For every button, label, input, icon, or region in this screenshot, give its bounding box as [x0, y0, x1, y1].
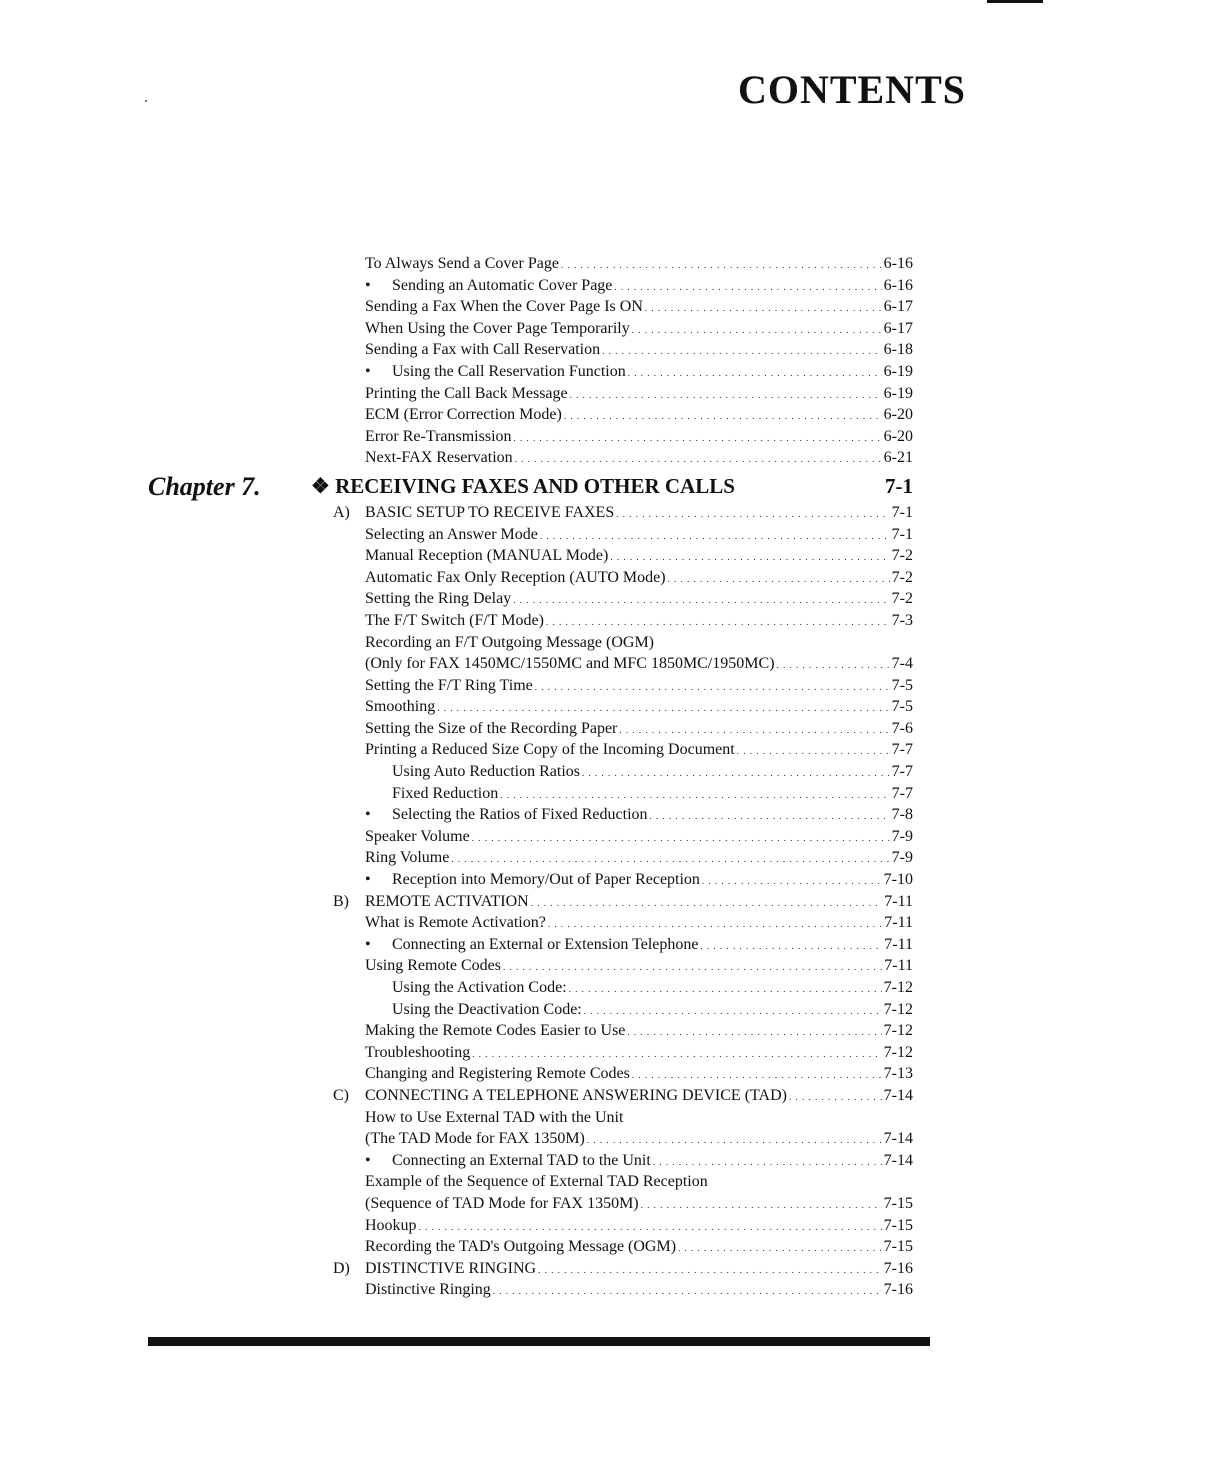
toc-entry: [0, 404, 1216, 426]
entry-page-number: 7-8: [891, 806, 913, 824]
chapter-heading: [311, 471, 735, 502]
entry-line: [365, 318, 913, 342]
entry-page-number: 7-12: [883, 1000, 913, 1018]
toc-entry: [0, 1150, 1216, 1172]
toc-entry: [0, 1279, 1216, 1301]
entry-line: [365, 739, 913, 763]
entry-line: [392, 783, 913, 807]
toc-entry: [0, 253, 1216, 275]
entry-page-number: 7-13: [883, 1065, 913, 1083]
dot-leader: [569, 977, 882, 1001]
entry-page-number: 7-5: [891, 698, 913, 716]
dot-leader: [616, 502, 889, 526]
entry-line: [365, 696, 913, 720]
entry-line: [392, 869, 913, 893]
toc-entry: [0, 891, 1216, 913]
toc-entry: [0, 567, 1216, 589]
entry-title: (Only for FAX 1450MC/1550MC and MFC 1850MC/1950MC): [365, 655, 775, 673]
entry-page-number: 7-9: [891, 827, 913, 845]
toc-entry: [0, 869, 1216, 891]
entry-title: Fixed Reduction: [392, 784, 499, 802]
toc-entry: [0, 1258, 1216, 1280]
toc-entry: [0, 524, 1216, 546]
entry-page-number: 7-2: [891, 568, 913, 586]
dot-leader: [789, 1085, 882, 1109]
entry-page-number: 7-7: [891, 741, 913, 759]
entry-title: Sending an Automatic Cover Page: [392, 276, 613, 294]
dot-leader: [472, 826, 890, 850]
entry-page-number: 7-4: [891, 655, 913, 673]
dot-leader: [614, 275, 881, 299]
page-title: CONTENTS: [737, 67, 966, 112]
dot-leader: [451, 847, 889, 871]
entry-title: Making the Remote Codes Easier to Use: [365, 1022, 626, 1040]
entry-page-number: 7-2: [891, 547, 913, 565]
toc-entry: [0, 912, 1216, 934]
entry-line: [365, 567, 913, 591]
entry-page-number: 6-17: [883, 298, 913, 316]
dot-leader: [515, 447, 882, 471]
dot-leader: [777, 653, 890, 677]
toc-entry: [0, 1085, 1216, 1107]
dot-leader: [564, 404, 882, 428]
toc-entry: [0, 696, 1216, 718]
dot-leader: [546, 610, 890, 634]
toc-entry: [0, 955, 1216, 977]
dot-leader: [653, 1150, 882, 1174]
entry-line: [365, 404, 913, 428]
entry-line: [365, 1128, 913, 1152]
entry-line: [365, 1258, 913, 1282]
dot-leader: [641, 1193, 882, 1217]
entry-title: Automatic Fax Only Reception (AUTO Mode): [365, 568, 666, 586]
entry-title: Selecting the Ratios of Fixed Reduction: [392, 806, 648, 824]
toc-entry: [0, 934, 1216, 956]
dot-leader: [632, 1063, 882, 1087]
entry-line: [365, 588, 913, 612]
toc-entry: [0, 826, 1216, 848]
toc-entry: [0, 296, 1216, 318]
entry-line: [365, 632, 913, 654]
dot-leader: [627, 1020, 881, 1044]
section-letter: D): [333, 1259, 350, 1277]
toc-entry: [0, 1193, 1216, 1215]
entry-page-number: 7-14: [883, 1151, 913, 1169]
bullet-icon: •: [365, 935, 371, 953]
entry-title: Troubleshooting: [365, 1043, 471, 1061]
toc-entry: [0, 361, 1216, 383]
entry-page-number: 7-11: [884, 935, 913, 953]
toc-entry: [0, 447, 1216, 469]
toc-entry: [0, 318, 1216, 340]
entry-title: When Using the Cover Page Temporarily: [365, 319, 630, 337]
entry-line: [365, 1236, 913, 1260]
chapter-label: Chapter 7.: [148, 471, 261, 501]
dot-leader: [514, 426, 882, 450]
entry-title: Using Remote Codes: [365, 957, 501, 975]
toc-entry: [0, 1128, 1216, 1150]
entry-title: (The TAD Mode for FAX 1350M): [365, 1130, 585, 1148]
dot-leader: [610, 545, 889, 569]
entry-page-number: 6-18: [883, 341, 913, 359]
toc-entry: [0, 1042, 1216, 1064]
entry-title: Setting the Size of the Recording Paper: [365, 719, 618, 737]
entry-page-number: 7-2: [891, 590, 913, 608]
entry-title: The F/T Switch (F/T Mode): [365, 611, 544, 629]
entry-page-number: 6-19: [883, 384, 913, 402]
entry-title: Using Auto Reduction Ratios: [392, 763, 580, 781]
entry-line: [365, 253, 913, 277]
dot-leader: [619, 718, 889, 742]
bottom-rule: [148, 1337, 930, 1346]
entry-title: How to Use External TAD with the Unit: [365, 1108, 624, 1126]
entry-title: Error Re-Transmission: [365, 427, 512, 445]
entry-line: [365, 1085, 913, 1109]
entry-title: BASIC SETUP TO RECEIVE FAXES: [365, 503, 615, 521]
toc-entry: [0, 977, 1216, 999]
bullet-icon: •: [365, 362, 371, 380]
entry-line: [392, 934, 913, 958]
entry-page-number: 6-20: [883, 427, 913, 445]
entry-title: Next-FAX Reservation: [365, 449, 513, 467]
toc-entry: [0, 1063, 1216, 1085]
entry-page-number: 7-11: [884, 957, 913, 975]
bullet-icon: •: [365, 276, 371, 294]
entry-line: [392, 761, 913, 785]
chapter-heading-row: [0, 471, 1216, 502]
dot-leader: [535, 675, 890, 699]
entry-line: [365, 426, 913, 450]
entry-line: [365, 1215, 913, 1239]
scan-speck: [145, 100, 147, 102]
toc-entry: [0, 545, 1216, 567]
entry-page-number: 6-16: [883, 255, 913, 272]
chapter-page-number: 7-1: [885, 473, 913, 498]
entry-line: [365, 826, 913, 850]
chapter-marker-icon: ❖: [311, 473, 330, 498]
dot-leader: [493, 1279, 882, 1303]
entry-line: [365, 339, 913, 363]
entry-line: [365, 1063, 913, 1087]
dot-leader: [540, 524, 890, 548]
dot-leader: [650, 804, 890, 828]
section-letter: A): [333, 503, 350, 521]
toc-entry: [0, 632, 1216, 654]
entry-title: (Sequence of TAD Mode for FAX 1350M): [365, 1194, 639, 1212]
entry-line: [365, 1020, 913, 1044]
toc-entry: [0, 718, 1216, 740]
toc-entry: [0, 1171, 1216, 1193]
toc-entry: [0, 588, 1216, 610]
toc-entry: [0, 383, 1216, 405]
dot-leader: [628, 361, 882, 385]
entry-page-number: 7-14: [883, 1086, 913, 1104]
entry-title: Connecting an External TAD to the Unit: [392, 1151, 651, 1169]
toc-entry: [0, 675, 1216, 697]
entry-title: Hookup: [365, 1216, 417, 1234]
entry-page-number: 7-15: [883, 1194, 913, 1212]
entry-page-number: 7-12: [883, 979, 913, 996]
toc-entry: [0, 739, 1216, 761]
entry-page-number: 7-7: [891, 763, 913, 781]
dot-leader: [645, 296, 882, 320]
entry-page-number: 7-11: [884, 914, 913, 932]
entry-line: [365, 955, 913, 979]
toc-entry: [0, 1236, 1216, 1258]
dot-leader: [437, 696, 889, 720]
dot-leader: [587, 1128, 882, 1152]
entry-page-number: 7-12: [883, 1043, 913, 1061]
toc-entry: [0, 1215, 1216, 1237]
entry-title: CONNECTING A TELEPHONE ANSWERING DEVICE (TAD): [365, 1086, 787, 1104]
entry-page-number: 7-6: [891, 719, 913, 737]
entry-title: Printing a Reduced Size Copy of the Incoming Document: [365, 741, 735, 759]
entry-page-number: 7-3: [891, 611, 913, 629]
entry-page-number: 7-7: [891, 784, 913, 802]
entry-title: Using the Activation Code:: [392, 979, 567, 996]
entry-line: [365, 610, 913, 634]
bullet-icon: •: [365, 1151, 371, 1169]
entry-page-number: 7-1: [891, 525, 913, 543]
chapter-title: RECEIVING FAXES AND OTHER CALLS: [335, 473, 735, 498]
entry-line: [392, 977, 913, 1001]
entry-page-number: 7-11: [884, 892, 913, 910]
entry-title: Changing and Registering Remote Codes: [365, 1065, 630, 1083]
entry-line: [365, 891, 913, 915]
bullet-icon: •: [365, 806, 371, 824]
entry-line: [392, 361, 913, 385]
entry-line: [365, 1042, 913, 1066]
dot-leader: [632, 318, 882, 342]
top-edge-rule: [987, 0, 1043, 3]
entry-title: Printing the Call Back Message: [365, 384, 568, 402]
entry-page-number: 7-15: [883, 1238, 913, 1256]
dot-leader: [668, 567, 890, 591]
entry-line: [392, 999, 913, 1023]
previous-chapter-entries: [0, 253, 1216, 469]
dot-leader: [500, 783, 889, 807]
entry-title: Sending a Fax with Call Reservation: [365, 341, 601, 359]
entry-line: [365, 524, 913, 548]
toc-entry: [0, 847, 1216, 869]
dot-leader: [472, 1042, 881, 1066]
entry-page-number: 6-17: [883, 319, 913, 337]
dot-leader: [582, 761, 890, 785]
entry-line: [365, 1279, 913, 1303]
toc-entry: [0, 1020, 1216, 1042]
entry-line: [365, 847, 913, 871]
toc-entry: [0, 426, 1216, 448]
entry-line: [365, 1193, 913, 1217]
entry-title: To Always Send a Cover Page: [365, 255, 559, 272]
entry-title: Manual Reception (MANUAL Mode): [365, 547, 609, 565]
entry-title: Reception into Memory/Out of Paper Reception: [392, 871, 700, 889]
entry-title: Using the Deactivation Code:: [392, 1000, 582, 1018]
dot-leader: [602, 339, 882, 363]
entry-page-number: 6-19: [883, 362, 913, 380]
entry-title: Selecting an Answer Mode: [365, 525, 538, 543]
dot-leader: [570, 383, 882, 407]
toc-entry: [0, 804, 1216, 826]
table-of-contents: [0, 253, 1216, 1301]
entry-title: Setting the Ring Delay: [365, 590, 512, 608]
entry-title: DISTINCTIVE RINGING: [365, 1259, 537, 1277]
toc-entry: [0, 1107, 1216, 1129]
entry-title: Using the Call Reservation Function: [392, 362, 626, 380]
entry-page-number: 7-10: [883, 871, 913, 889]
entry-line: [365, 447, 913, 471]
dot-leader: [702, 869, 882, 893]
bullet-icon: •: [365, 871, 371, 889]
entry-title: Example of the Sequence of External TAD Reception: [365, 1173, 708, 1191]
entry-title: Sending a Fax When the Cover Page Is ON: [365, 298, 643, 316]
chapter-entries: [0, 502, 1216, 1301]
dot-leader: [548, 912, 882, 936]
entry-page-number: 7-16: [883, 1281, 913, 1299]
toc-entry: [0, 999, 1216, 1021]
entry-line: [365, 1171, 913, 1193]
entry-line: [365, 383, 913, 407]
entry-title: Recording an F/T Outgoing Message (OGM): [365, 633, 654, 651]
entry-page-number: 7-15: [883, 1216, 913, 1234]
entry-page-number: 7-14: [883, 1130, 913, 1148]
dot-leader: [419, 1215, 882, 1239]
entry-title: Connecting an External or Extension Telephone: [392, 935, 699, 953]
entry-line: [392, 275, 913, 299]
entry-line: [392, 1150, 913, 1174]
entry-page-number: 6-20: [883, 406, 913, 424]
toc-entry: [0, 761, 1216, 783]
toc-entry: [0, 783, 1216, 805]
entry-title: ECM (Error Correction Mode): [365, 406, 562, 424]
entry-line: [365, 653, 913, 677]
entry-page-number: 7-16: [883, 1259, 913, 1277]
entry-page-number: 6-21: [883, 449, 913, 467]
toc-entry: [0, 339, 1216, 361]
dot-leader: [538, 1258, 882, 1282]
entry-page-number: 7-1: [891, 503, 913, 521]
dot-leader: [584, 999, 882, 1023]
entry-page-number: 7-5: [891, 676, 913, 694]
dot-leader: [737, 739, 890, 763]
entry-line: [365, 912, 913, 936]
entry-title: REMOTE ACTIVATION: [365, 892, 529, 910]
entry-page-number: 7-12: [883, 1022, 913, 1040]
section-letter: C): [333, 1086, 349, 1104]
entry-page-number: 7-9: [891, 849, 913, 867]
entry-title: Setting the F/T Ring Time: [365, 676, 533, 694]
entry-line: [365, 1107, 913, 1129]
section-letter: B): [333, 892, 349, 910]
dot-leader: [678, 1236, 882, 1260]
entry-title: Recording the TAD's Outgoing Message (OGM): [365, 1238, 677, 1256]
dot-leader: [531, 891, 883, 915]
entry-line: [365, 718, 913, 742]
entry-line: [365, 675, 913, 699]
entry-title: Ring Volume: [365, 849, 450, 867]
dot-leader: [701, 934, 883, 958]
entry-line: [365, 296, 913, 320]
entry-title: Distinctive Ringing: [365, 1281, 491, 1299]
entry-title: Speaker Volume: [365, 827, 470, 845]
entry-line: [392, 804, 913, 828]
dot-leader: [561, 253, 882, 277]
dot-leader: [503, 955, 882, 979]
toc-entry: [0, 502, 1216, 524]
entry-title: Smoothing: [365, 698, 436, 716]
entry-line: [365, 545, 913, 569]
entry-page-number: 6-16: [883, 276, 913, 294]
toc-entry: [0, 275, 1216, 297]
toc-entry: [0, 653, 1216, 675]
entry-title: What is Remote Activation?: [365, 914, 546, 932]
toc-entry: [0, 610, 1216, 632]
entry-line: [365, 502, 913, 526]
dot-leader: [513, 588, 889, 612]
